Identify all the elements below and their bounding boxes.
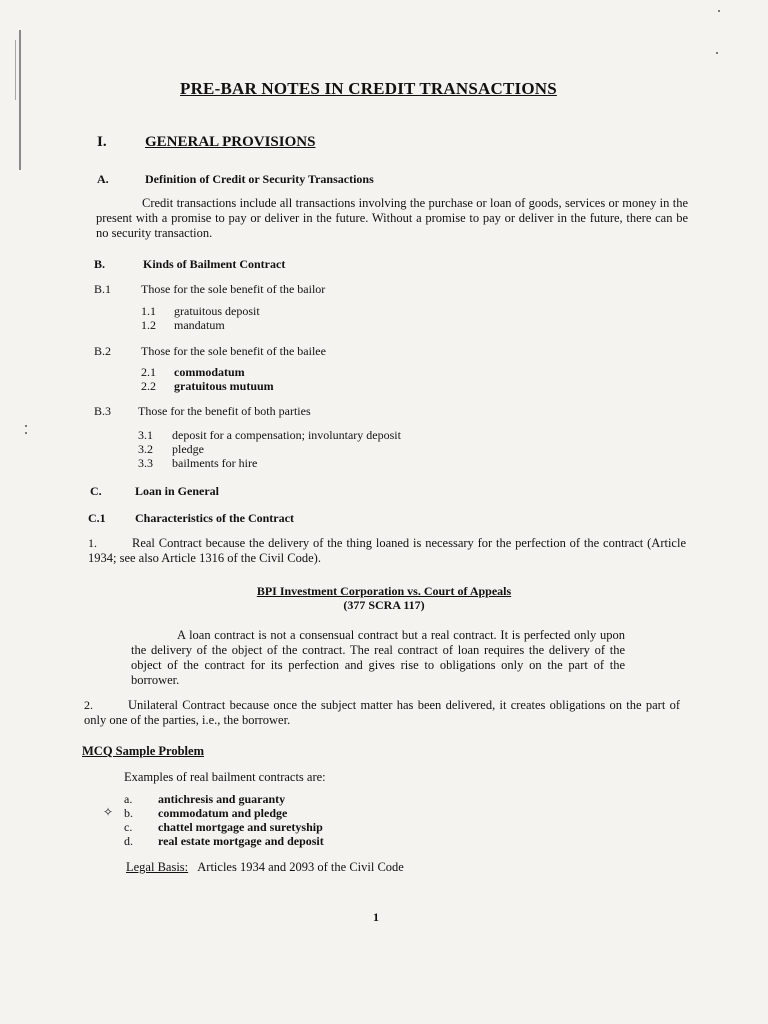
choice-text: commodatum and pledge — [158, 806, 288, 820]
mcq-question: Examples of real bailment contracts are: — [124, 770, 326, 784]
list-item-number: 1.2 — [141, 318, 156, 332]
choice-text: real estate mortgage and deposit — [158, 834, 324, 848]
list-item: commodatum — [174, 365, 245, 379]
subsection-heading: Loan in General — [135, 484, 220, 498]
list-heading: Those for the benefit of both parties — [138, 404, 311, 418]
list-number: B.2 — [94, 344, 112, 358]
list-number: B.3 — [94, 404, 112, 418]
subsection-heading: Kinds of Bailment Contract — [143, 257, 286, 271]
subsection-letter: A. — [97, 172, 109, 186]
mcq-heading: MCQ Sample Problem — [82, 744, 204, 758]
subsection-heading: Characteristics of the Contract — [135, 511, 294, 525]
scan-speck — [25, 432, 27, 434]
case-name: BPI Investment Corporation vs. Court of Appeals — [256, 584, 512, 598]
subsection-number: C.1 — [88, 511, 106, 525]
page-number: 1 — [373, 910, 379, 924]
list-number: B.1 — [94, 282, 112, 296]
list-item: bailments for hire — [172, 456, 258, 470]
subsection-letter: C. — [90, 484, 102, 498]
legal-basis-label: Legal Basis: — [126, 860, 189, 874]
case-heading — [0, 584, 768, 599]
scan-speck — [716, 52, 718, 54]
case-citation: (377 SCRA 117) — [343, 598, 425, 612]
list-item: deposit for a compensation; involuntary deposit — [172, 428, 401, 442]
choice-text: chattel mortgage and suretyship — [158, 820, 323, 834]
choice-text: antichresis and guaranty — [158, 792, 286, 806]
list-item-number: 2.2 — [141, 379, 156, 393]
scan-speck — [25, 425, 27, 427]
scan-speck — [718, 10, 720, 12]
section-number: I. — [97, 134, 107, 150]
subsection-heading: Definition of Credit or Security Transactions — [145, 172, 374, 186]
legal-basis-text: Articles 1934 and 2093 of the Civil Code — [197, 860, 404, 874]
list-item: pledge — [172, 442, 204, 456]
case-citation-row — [0, 598, 768, 613]
scan-edge-mark — [15, 40, 16, 100]
list-item-number: 1.1 — [141, 304, 156, 318]
list-item: mandatum — [174, 318, 225, 332]
choice-letter: c. — [124, 820, 133, 834]
list-heading: Those for the sole benefit of the bailee — [141, 344, 326, 358]
subsection-letter: B. — [94, 257, 106, 271]
choice-letter: a. — [124, 792, 133, 806]
list-item: gratuitous mutuum — [174, 379, 274, 393]
list-heading: Those for the sole benefit of the bailor — [141, 282, 326, 296]
document-title: PRE-BAR NOTES IN CREDIT TRANSACTIONS — [180, 79, 557, 98]
answer-marker-icon: ✧ — [103, 805, 114, 819]
section-title: GENERAL PROVISIONS — [145, 134, 316, 150]
list-item-number: 3.1 — [138, 428, 153, 442]
point-paragraph: Unilateral Contract because once the subject matter has been delivered, it creates obligations on the part of only one of the parties, i.e., the borrower. — [84, 698, 680, 727]
point-paragraph: Real Contract because the delivery of the thing loaned is necessary for the perfection of the contract (Article 1934; see also Article 1316 of the Civil Code). — [88, 536, 686, 565]
choice-letter: b. — [124, 806, 133, 820]
case-paragraph: A loan contract is not a consensual contract but a real contract. It is perfected only upon the delivery of the object of the contract. The real contract of loan requires the delivery of the object of the contract for its perfection and gives rise to obligations only on the part of the borrower. — [131, 628, 625, 687]
legal-basis — [126, 860, 404, 875]
list-item-number: 3.3 — [138, 456, 153, 470]
scan-edge-mark — [19, 30, 21, 170]
choice-letter: d. — [124, 834, 133, 848]
point-number: 1. — [88, 536, 97, 550]
list-item: gratuitous deposit — [174, 304, 260, 318]
definition-paragraph: Credit transactions include all transactions involving the purchase or loan of goods, services or money in the present with a promise to pay or deliver in the future. Without a promise to pay or deliver in the future, there can be no security transaction. — [96, 196, 688, 240]
list-item-number: 3.2 — [138, 442, 153, 456]
list-item-number: 2.1 — [141, 365, 156, 379]
point-number: 2. — [84, 698, 93, 712]
